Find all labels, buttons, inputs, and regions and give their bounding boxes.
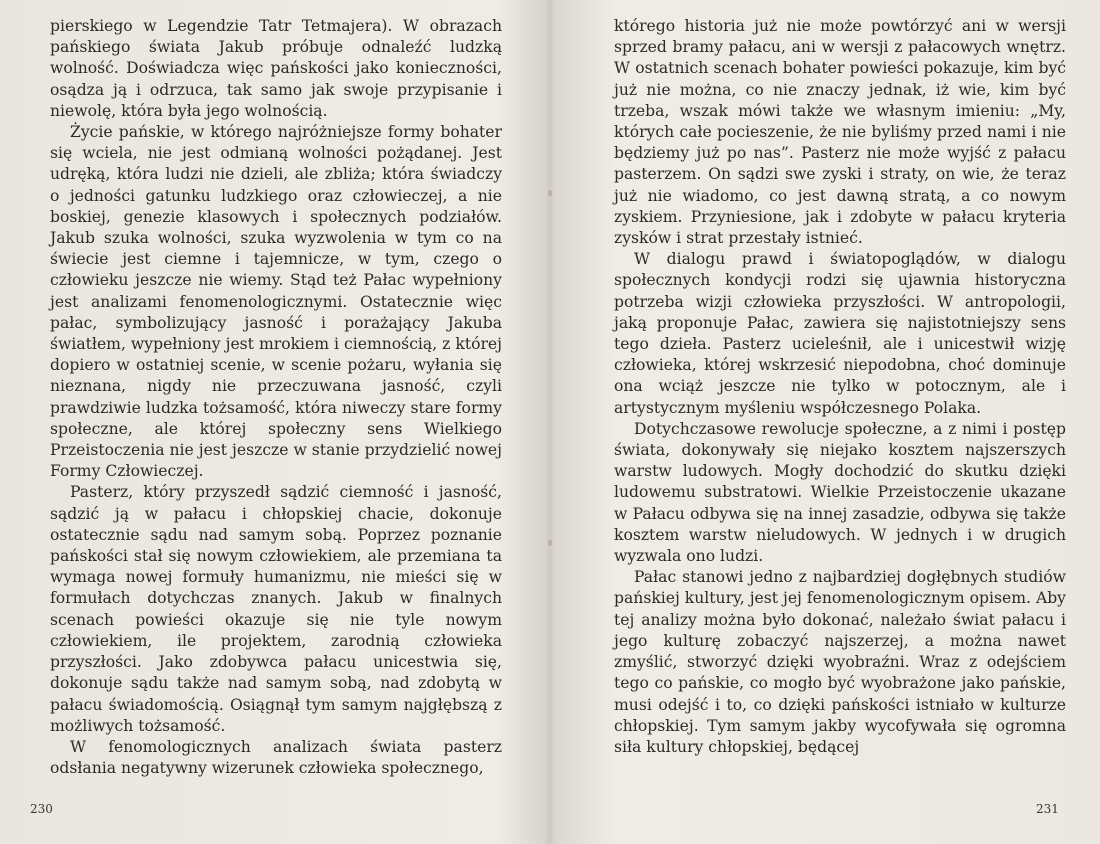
left-paragraph-4: W fenomologicznych analizach świata pasterz odsłania negatywny wizerunek człowieka społecznego, bbox=[50, 737, 502, 778]
right-page bbox=[550, 0, 1100, 844]
page-number-left: 230 bbox=[30, 802, 53, 816]
right-paragraph-4: Pałac stanowi jedno z najbardziej dogłębnych studiów pańskiej kultury, jest jej fenomenologicznym opisem. Aby tej analizy można było dokonać, należało świat pałacu i jego kulturę zobaczyć najszerzej, a można nawet zmyślić, stworzyć dzięki wyobraźni. Wraz z odejściem tego co pańskie, co mogło być wyobrażone jako pańskie, musi odejść i to, co dzięki pańskości istniało w kulturze chłopskiej. Tym samym jakby wycofywała się ogromna siła kultury chłopskiej, będącej bbox=[614, 568, 1066, 756]
right-paragraph-3: Dotychczasowe rewolucje społeczne, a z nimi i postęp świata, dokonywały się niejako kosztem najszerszych warstw ludowych. Mogły dochodzić do skutku dzięki ludowemu substratowi. Wielkie Przeistoczenie ukazane w Pałacu odbywa się na innej zasadzie, odbywa się także kosztem warstw nieludowych. W jednych i w drugich wyzwala ono ludzi. bbox=[614, 419, 1066, 566]
right-paragraph-1: którego historia już nie może powtórzyć ani w wersji sprzed bramy pałacu, ani w wersji z pałacowych wnętrz. W ostatnich scenach bohater powieści pokazuje, kim być już nie można, co nie znaczy jednak, iż wie, kim być trzeba, wszak mówi także we własnym imieniu: „My, których całe pocieszenie, że nie byliśmy przed nami i nie będziemy już po nas”. Pasterz nie może wyjść z pałacu pasterzem. On sądzi swe zyski i straty, on wie, że teraz już nie wiadomo, co jest dawną stratą, a co nowym zyskiem. Przyniesione, jak i zdobyte w pałacu kryteria zysków i strat przestały istnieć. bbox=[614, 17, 1066, 248]
right-paragraph-2: W dialogu prawd i światopoglądów, w dialogu społecznych kondycji rodzi się ujawnia historyczna potrzeba wizji człowieka przyszłości. W antropologii, jaką proponuje Pałac, zawiera się najistotniejszy sens tego dzieła. Pasterz ucieleśnił, ale i unicestwił wizję człowieka, której wskrzesić niepodobna, choć dominuje ona wciąż jeszcze nie tylko w potocznym, ale i artystycznym myśleniu współczesnego Polaka. bbox=[614, 250, 1066, 417]
page-number-right: 231 bbox=[1036, 802, 1059, 816]
right-page-text bbox=[614, 16, 1066, 758]
left-page-text bbox=[50, 16, 502, 779]
left-paragraph-1: pierskiego w Legendzie Tatr Tetmajera). W obrazach pańskiego świata Jakub próbuje odnaleźć ludzką wolność. Doświadcza więc pańskości jako konieczności, osądza ją i odrzuca, tak samo jak swoje przypisanie i niewolę, która była jego wolnością. bbox=[50, 17, 502, 120]
left-paragraph-2: Życie pańskie, w którego najróżniejsze formy bohater się wciela, nie jest odmianą wolności pożądanej. Jest udręką, która ludzi nie dzieli, ale zbliża; która świadczy o jedności gatunku ludzkiego oraz człowieczej, a nie boskiej, genezie klasowych i społecznych podziałów. Jakub szuka wolności, szuka wyzwolenia w tym co na świecie jest ciemne i tajemnicze, w tym, czego o człowieku jeszcze nie wiemy. Stąd też Pałac wypełniony jest analizami fenomenologicznymi. Ostatecznie więc pałac, symbolizujący jasność i porażający Jakuba światłem, wypełniony jest mrokiem i ciemnością, z której dopiero w ostatniej scenie, w scenie pożaru, wyłania się nieznana, nigdy nie przeczuwana jasność, czyli prawdziwie ludzka tożsamość, która niweczy stare formy społeczne, ale której społeczny sens Wielkiego Przeistoczenia nie jest jeszcze w stanie przydzielić nowej Formy Człowieczej. bbox=[50, 123, 502, 481]
left-paragraph-3: Pasterz, który przyszedł sądzić ciemność i jasność, sądzić ją w pałacu i chłopskiej chacie, dokonuje ostatecznie sądu nad samym sobą. Poprzez poznanie pańskości stał się nowym człowiekiem, ale przemiana ta wymaga nowej formuły humanizmu, nie mieści się w formułach dotychczas znanych. Jakub w finalnych scenach powieści okazuje się nie tyle nowym człowiekiem, ile projektem, zarodnią człowieka przyszłości. Jako zdobywca pałacu unicestwia się, dokonuje sądu także nad samym sobą, nad zdobytą w pałacu świadomością. Osiągnął tym samym najgłębszą z możliwych tożsamość. bbox=[50, 483, 502, 735]
